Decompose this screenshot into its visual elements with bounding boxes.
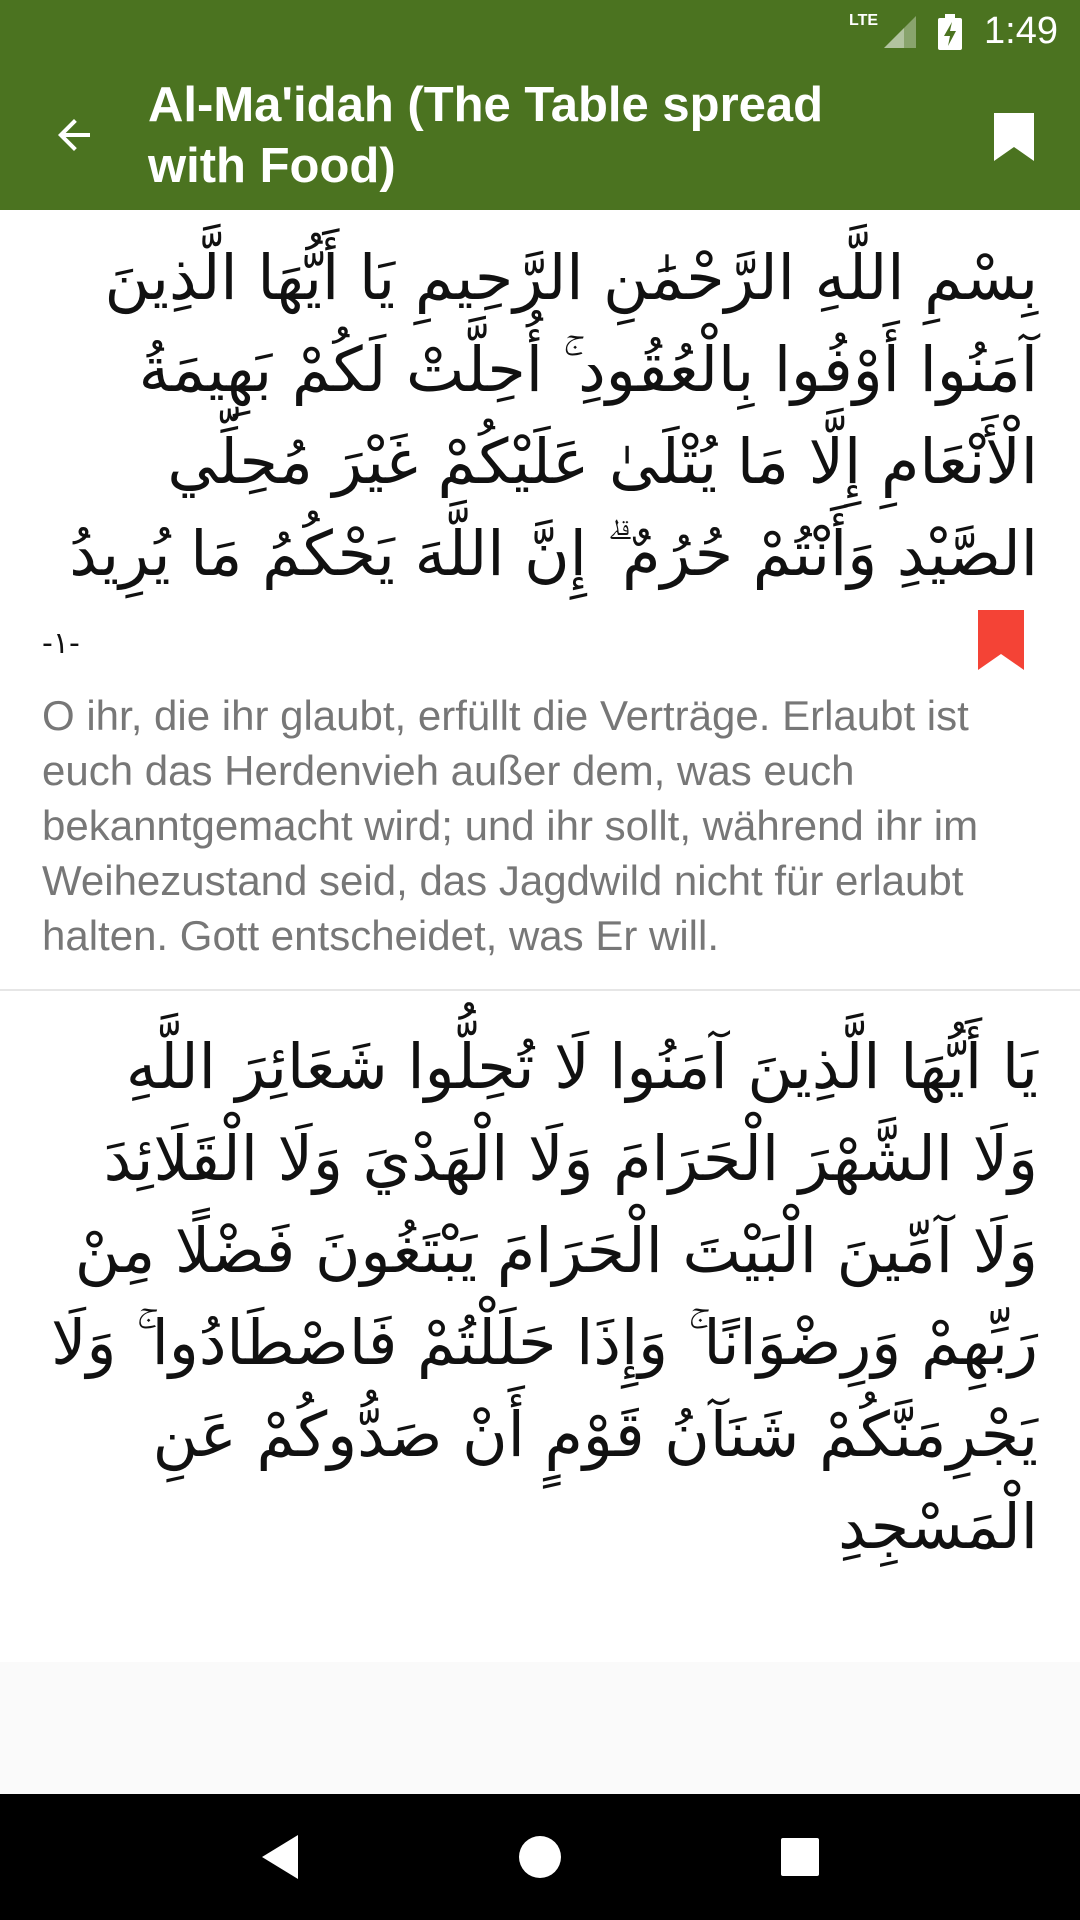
status-bar bbox=[0, 0, 1080, 63]
nav-recents-button[interactable] bbox=[760, 1817, 840, 1897]
network-type: LTE bbox=[849, 12, 879, 29]
bookmark-icon bbox=[992, 111, 1036, 163]
verse-arabic-text: بِسْمِ اللَّهِ الرَّحْمَٰنِ الرَّحِيمِ يَا أَيُّهَا الَّذِينَ آمَنُوا أَوْفُوا بِالْعُقُودِ ۚ أُحِلَّتْ لَكُمْ بَهِيمَةُ الْأَنْعَامِ إِلَّا مَا يُتْلَىٰ عَلَيْكُمْ غَيْرَ مُحِلِّي الصَّيْدِ وَأَنْتُمْ حُرُمٌ ۗ إِنَّ اللَّهَ يَحْكُمُ مَا يُرِيدُ bbox=[69, 241, 1038, 590]
arrow-back-icon bbox=[50, 111, 98, 159]
battery-charging-icon bbox=[938, 14, 962, 50]
app-bar bbox=[0, 63, 1080, 210]
page-title: Al-Ma'idah (The Table spread with Food) bbox=[148, 78, 824, 193]
verse-meta bbox=[0, 600, 1080, 688]
verse-number: -١- bbox=[42, 626, 80, 661]
circle-home-icon bbox=[517, 1834, 563, 1880]
square-recents-icon bbox=[780, 1837, 820, 1877]
verse-item[interactable] bbox=[0, 991, 1080, 1573]
back-button[interactable] bbox=[42, 103, 106, 167]
bookmarks-button[interactable] bbox=[984, 107, 1044, 167]
nav-home-button[interactable] bbox=[500, 1817, 580, 1897]
triangle-back-icon bbox=[258, 1833, 302, 1881]
nav-back-button[interactable] bbox=[240, 1817, 320, 1897]
verse-arabic-text: يَا أَيُّهَا الَّذِينَ آمَنُوا لَا تُحِلُّوا شَعَائِرَ اللَّهِ وَلَا الشَّهْرَ الْحَرَامَ وَلَا الْهَدْيَ وَلَا الْقَلَائِدَ وَلَا آمِّينَ الْبَيْتَ الْحَرَامَ يَبْتَغُونَ فَضْلًا مِنْ رَبِّهِمْ وَرِضْوَانًا ۚ وَإِذَا حَلَلْتُمْ فَاصْطَادُوا ۚ وَلَا يَجْرِمَنَّكُمْ شَنَآنُ قَوْمٍ أَنْ صَدُّوكُمْ عَنِ الْمَسْجِدِ bbox=[51, 1030, 1038, 1563]
verse-translation: O ihr, die ihr glaubt, erfüllt die Verträge. Erlaubt ist euch das Herdenvieh außer dem, was euch bekanntgemacht wird; und ihr sollt, während ihr im Weihezustand seid, das Jagdwild nicht für erlaubt halten. Gott entscheidet, was Er will. bbox=[42, 692, 979, 959]
verse-bookmark-icon[interactable] bbox=[976, 608, 1026, 672]
verse-item[interactable] bbox=[0, 210, 1080, 989]
clock: 1:49 bbox=[984, 10, 1058, 52]
signal-icon bbox=[882, 14, 918, 50]
verse-list[interactable] bbox=[0, 210, 1080, 1662]
system-navigation-bar bbox=[0, 1794, 1080, 1920]
